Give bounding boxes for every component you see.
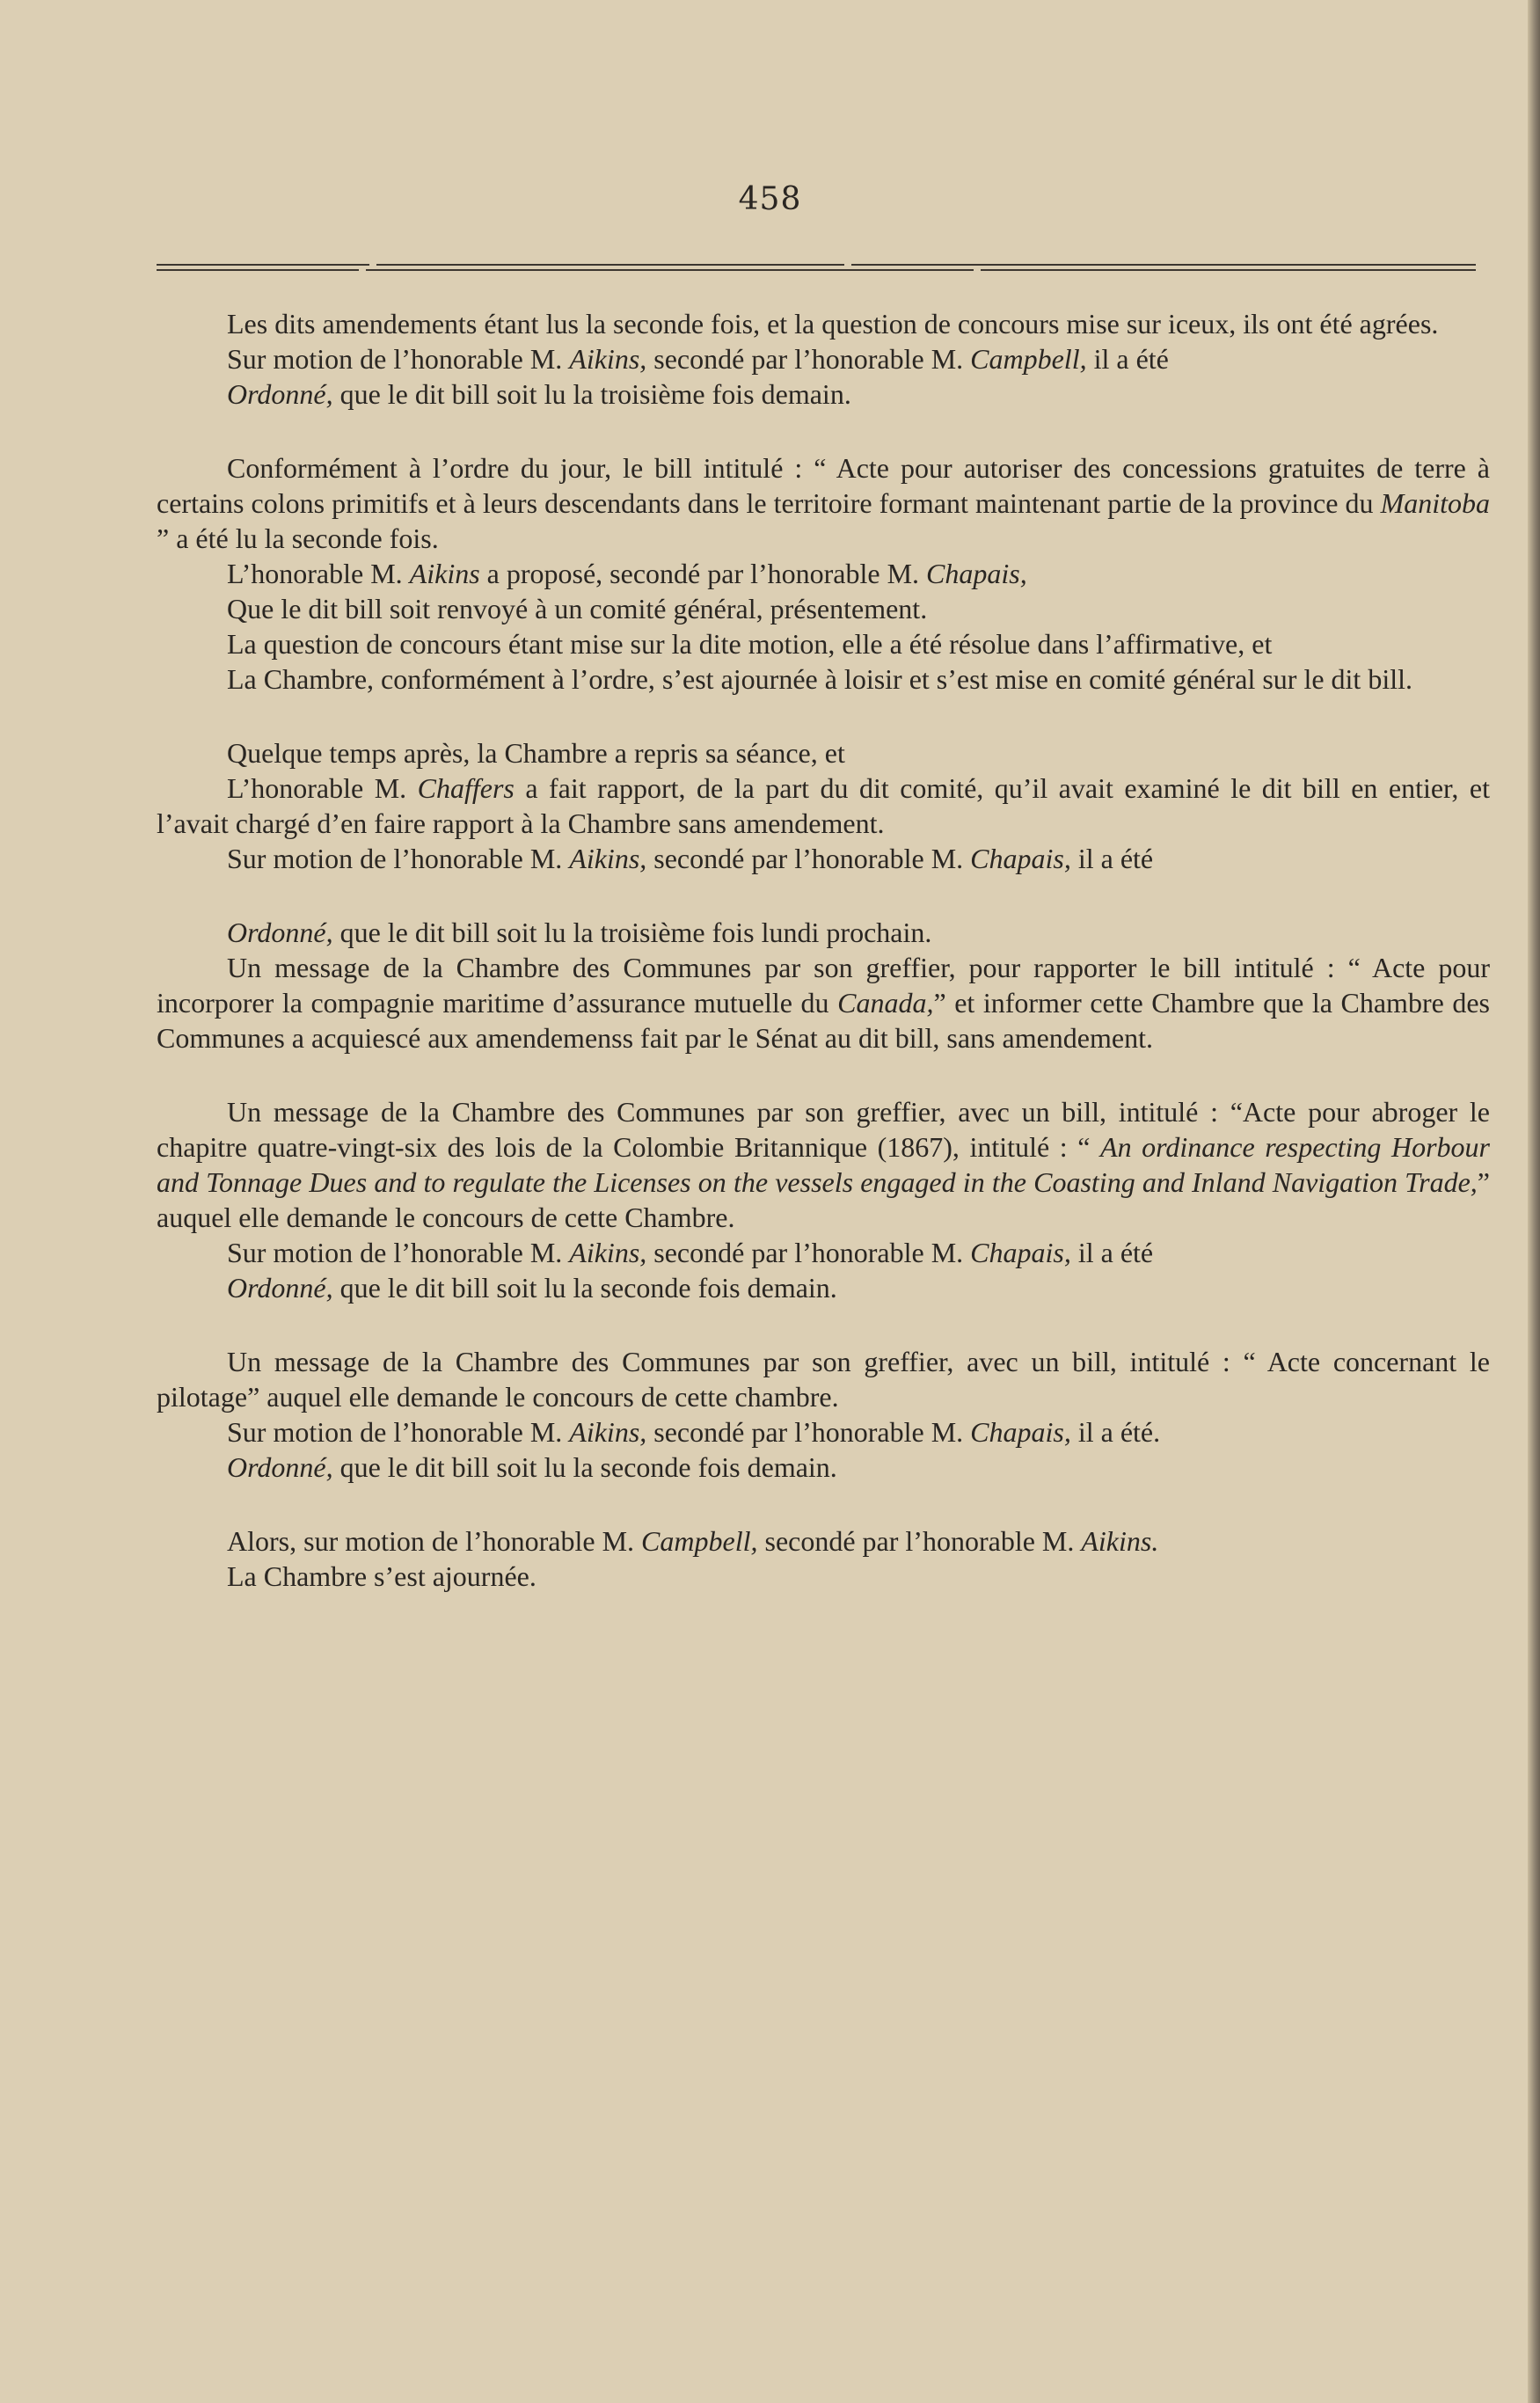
paragraph: Ordonné, que le dit bill soit lu la troisième fois demain. bbox=[227, 378, 851, 410]
page-number: 458 bbox=[738, 181, 802, 217]
ordinance-title-italic: An ordinance respecting Horbour and Tonnage Dues and to regulate the Licenses on the vessels engaged in the Coasting and Inland Navigation Trade, bbox=[157, 1131, 1491, 1198]
page-edge bbox=[1528, 0, 1540, 2403]
name-italic: Chapais, bbox=[970, 843, 1071, 874]
paragraph: Les dits amendements étant lus la seconde fois, et la question de concours mise sur iceux, ils ont été agrées. bbox=[227, 308, 1439, 340]
ordonne-italic: Ordonné, bbox=[227, 1451, 333, 1483]
paragraph: Sur motion de l’honorable M. Aikins, secondé par l’honorable M. Campbell, il a été bbox=[227, 343, 1169, 375]
paragraph: La Chambre, conformément à l’ordre, s’est ajournée à loisir et s’est mise en comité général sur le dit bill. bbox=[227, 663, 1412, 695]
paragraph: Ordonné, que le dit bill soit lu la seconde fois demain. bbox=[227, 1272, 837, 1304]
name-italic: Aikins, bbox=[569, 1416, 647, 1448]
ordonne-italic: Ordonné, bbox=[227, 917, 333, 948]
header-rule-top bbox=[157, 264, 1476, 266]
paragraph: Un message de la Chambre des Communes par son greffier, pour rapporter le bill intitulé : “ Acte pour incorporer la compagnie maritime d’assurance mutuelle du Canada,” et informer cette Chambre que la Chambre des Communes a acquiescé aux amendemenss fait par le Sénat au dit bill, sans amendement. bbox=[157, 952, 1490, 1054]
ordonne-italic: Ordonné, bbox=[227, 378, 333, 410]
name-italic: Aikins. bbox=[1081, 1525, 1159, 1557]
name-italic: Chapais, bbox=[926, 558, 1027, 589]
name-italic: Chapais, bbox=[970, 1416, 1071, 1448]
paragraph: Ordonné, que le dit bill soit lu la seconde fois demain. bbox=[227, 1451, 837, 1483]
name-italic: Canada, bbox=[837, 987, 934, 1019]
name-italic: Campbell, bbox=[641, 1525, 758, 1557]
name-italic: Aikins, bbox=[569, 1237, 647, 1268]
paragraph: La question de concours étant mise sur la dite motion, elle a été résolue dans l’affirmative, et bbox=[227, 628, 1273, 660]
page-body bbox=[157, 306, 1490, 1594]
name-italic: Aikins, bbox=[569, 843, 647, 874]
name-italic: Chaffers bbox=[417, 772, 515, 804]
paragraph: Sur motion de l’honorable M. Aikins, secondé par l’honorable M. Chapais, il a été bbox=[227, 1237, 1154, 1268]
paragraph: Que le dit bill soit renvoyé à un comité général, présentement. bbox=[227, 593, 928, 624]
paragraph: Sur motion de l’honorable M. Aikins, secondé par l’honorable M. Chapais, il a été. bbox=[227, 1416, 1161, 1448]
name-italic: Campbell, bbox=[970, 343, 1087, 375]
ordonne-italic: Ordonné, bbox=[227, 1272, 333, 1304]
paragraph: Quelque temps après, la Chambre a repris sa séance, et bbox=[227, 737, 845, 769]
name-italic: Aikins bbox=[409, 558, 480, 589]
paragraph: Un message de la Chambre des Communes par son greffier, avec un bill, intitulé : “Acte pour abroger le chapitre quatre-vingt-six des lois de la Colombie Britannique (1867), intitulé : “ An ordinance respecting Horbour and Tonnage Dues and to regulate the Licenses on the vessels engaged in the Coasting and Inland Navigation Trade,” auquel elle demande le concours de cette Chambre. bbox=[157, 1096, 1491, 1233]
name-italic: Chapais, bbox=[970, 1237, 1071, 1268]
header-rules bbox=[157, 264, 1476, 271]
paragraph: Sur motion de l’honorable M. Aikins, secondé par l’honorable M. Chapais, il a été bbox=[227, 843, 1154, 874]
paragraph: Ordonné, que le dit bill soit lu la troisième fois lundi prochain. bbox=[227, 917, 932, 948]
paragraph: Un message de la Chambre des Communes par son greffier, avec un bill, intitulé : “ Acte concernant le pilotage” auquel elle demande le concours de cette chambre. bbox=[157, 1346, 1490, 1413]
name-italic: Manitoba bbox=[1380, 487, 1490, 519]
paragraph: L’honorable M. Aikins a proposé, secondé par l’honorable M. Chapais, bbox=[227, 558, 1027, 589]
header-rule-bottom bbox=[157, 269, 1476, 271]
paragraph: Alors, sur motion de l’honorable M. Campbell, secondé par l’honorable M. Aikins. bbox=[227, 1525, 1159, 1557]
paragraph: L’honorable M. Chaffers a fait rapport, de la part du dit comité, qu’il avait examiné le dit bill en entier, et l’avait chargé d’en faire rapport à la Chambre sans amendement. bbox=[157, 772, 1491, 839]
paragraph: La Chambre s’est ajournée. bbox=[227, 1560, 536, 1592]
name-italic: Aikins, bbox=[569, 343, 647, 375]
paragraph: Conformément à l’ordre du jour, le bill intitulé : “ Acte pour autoriser des concessions gratuites de terre à certains colons primitifs et à leurs descendants dans le territoire formant maintenant partie de la province du Manitoba ” a été lu la seconde fois. bbox=[157, 452, 1490, 554]
